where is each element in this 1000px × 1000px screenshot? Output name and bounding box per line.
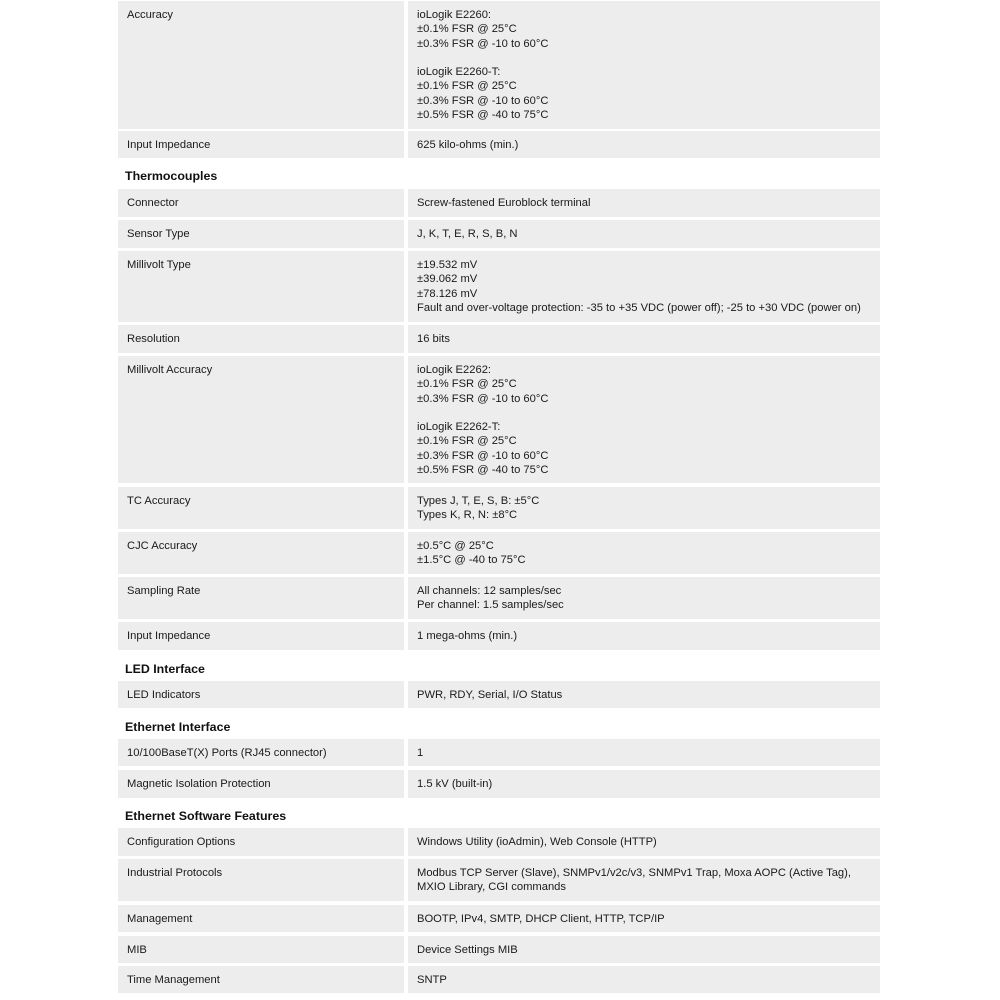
- spec-value-line: ±1.5°C @ -40 to 75°C: [417, 554, 526, 567]
- spec-value-line: ±0.1% FSR @ 25°C: [417, 435, 517, 448]
- spec-value: [408, 356, 880, 483]
- spec-value-line: ±0.3% FSR @ -10 to 60°C: [417, 449, 549, 462]
- spec-value-line: ioLogik E2262:: [417, 364, 492, 376]
- spec-value-line: ±0.5% FSR @ -40 to 75°C: [417, 108, 549, 121]
- line-gap: [417, 406, 880, 420]
- spec-label: Resolution: [118, 325, 404, 353]
- section-title-ethernet-software: Ethernet Software Features: [125, 809, 287, 823]
- spec-value-line: ±39.062 mV: [417, 273, 478, 286]
- spec-row-ethernet-ports: [118, 739, 880, 766]
- spec-value-line: ±0.1% FSR @ 25°C: [417, 23, 517, 36]
- spec-label: Sampling Rate: [118, 577, 404, 619]
- section-title-thermocouples: Thermocouples: [125, 169, 218, 183]
- spec-value-line: J, K, T, E, R, S, B, N: [417, 228, 518, 240]
- spec-value-line: ±0.5% FSR @ -40 to 75°C: [417, 463, 549, 476]
- spec-row-connector: [118, 189, 880, 217]
- spec-value-line: ioLogik E2262-T:: [417, 420, 501, 433]
- spec-row-tc-accuracy: [118, 487, 880, 529]
- spec-row-resolution: [118, 325, 880, 353]
- spec-value-line: PWR, RDY, Serial, I/O Status: [417, 689, 563, 701]
- spec-label: Management: [118, 905, 404, 932]
- spec-row-millivolt-accuracy: [118, 356, 880, 483]
- spec-row-mib: [118, 936, 880, 963]
- spec-label: Configuration Options: [118, 828, 404, 856]
- spec-row-time-management: [118, 966, 880, 993]
- spec-value: [408, 739, 880, 766]
- spec-value-line: Fault and over-voltage protection: -35 to +35 VDC (power off); -25 to +30 VDC (power on): [417, 302, 861, 315]
- spec-label: 10/100BaseT(X) Ports (RJ45 connector): [118, 739, 404, 766]
- spec-label: CJC Accuracy: [118, 532, 404, 574]
- spec-value-line: ±0.5°C @ 25°C: [417, 540, 494, 552]
- spec-row-sensor-type: [118, 220, 880, 248]
- spec-value: [408, 936, 880, 963]
- spec-value-line: ioLogik E2260:: [417, 9, 492, 21]
- spec-value-line: ±0.3% FSR @ -10 to 60°C: [417, 94, 549, 107]
- spec-value: [408, 487, 880, 529]
- spec-row-cjc-accuracy: [118, 532, 880, 574]
- spec-label: Millivolt Type: [118, 251, 404, 322]
- spec-value-line: 625 kilo-ohms (min.): [417, 139, 519, 151]
- spec-row-management: [118, 905, 880, 932]
- spec-value-line: Modbus TCP Server (Slave), SNMPv1/v2c/v3, SNMPv1 Trap, Moxa AOPC (Active Tag),: [417, 867, 851, 879]
- spec-value: [408, 251, 880, 322]
- spec-value: [408, 966, 880, 993]
- spec-value: [408, 189, 880, 217]
- spec-value: [408, 770, 880, 798]
- spec-row-input-impedance: [118, 131, 880, 158]
- spec-label: Millivolt Accuracy: [118, 356, 404, 483]
- section-title-ethernet-interface: Ethernet Interface: [125, 720, 231, 734]
- spec-row-input-impedance: [118, 622, 880, 650]
- spec-label: TC Accuracy: [118, 487, 404, 529]
- spec-value-line: Per channel: 1.5 samples/sec: [417, 599, 564, 612]
- spec-value-line: ±0.3% FSR @ -10 to 60°C: [417, 37, 549, 50]
- spec-label: Connector: [118, 189, 404, 217]
- spec-label: LED Indicators: [118, 681, 404, 708]
- spec-value-line: 1 mega-ohms (min.): [417, 630, 518, 642]
- spec-row-magnetic-isolation: [118, 770, 880, 798]
- spec-row-led-indicators: [118, 681, 880, 708]
- spec-value-line: 16 bits: [417, 333, 450, 345]
- spec-value: [408, 532, 880, 574]
- spec-value-line: Types J, T, E, S, B: ±5°C: [417, 495, 540, 507]
- spec-value-line: ±0.1% FSR @ 25°C: [417, 378, 517, 391]
- spec-value-line: All channels: 12 samples/sec: [417, 585, 562, 597]
- spec-value: [408, 577, 880, 619]
- spec-value: [408, 681, 880, 708]
- spec-value: [408, 828, 880, 856]
- spec-value-line: ±19.532 mV: [417, 259, 478, 271]
- spec-row-sampling-rate: [118, 577, 880, 619]
- spec-value: [408, 905, 880, 932]
- spec-value-line: ±78.126 mV: [417, 287, 478, 300]
- spec-value: [408, 131, 880, 158]
- spec-value: [408, 622, 880, 650]
- spec-label: Input Impedance: [118, 622, 404, 650]
- spec-row-configuration-options: [118, 828, 880, 856]
- line-gap: [417, 51, 880, 65]
- spec-row-accuracy: [118, 1, 880, 129]
- spec-value-line: Windows Utility (ioAdmin), Web Console (HTTP): [417, 836, 657, 848]
- spec-value-line: MXIO Library, CGI commands: [417, 881, 566, 894]
- spec-value-line: ioLogik E2260-T:: [417, 65, 501, 78]
- spec-value-line: SNTP: [417, 974, 447, 986]
- spec-value-line: 1: [417, 747, 424, 759]
- spec-value-line: ±0.3% FSR @ -10 to 60°C: [417, 392, 549, 405]
- spec-value-line: ±0.1% FSR @ 25°C: [417, 80, 517, 93]
- spec-label: Input Impedance: [118, 131, 404, 158]
- spec-value: [408, 220, 880, 248]
- spec-value-line: 1.5 kV (built-in): [417, 778, 493, 790]
- spec-label: Accuracy: [118, 1, 404, 129]
- spec-value-line: Types K, R, N: ±8°C: [417, 509, 518, 522]
- spec-value: [408, 1, 880, 129]
- spec-value-line: BOOTP, IPv4, SMTP, DHCP Client, HTTP, TCP/IP: [417, 913, 665, 925]
- spec-row-industrial-protocols: [118, 859, 880, 901]
- spec-label: Industrial Protocols: [118, 859, 404, 901]
- spec-value-line: Device Settings MIB: [417, 944, 518, 956]
- spec-label: Sensor Type: [118, 220, 404, 248]
- spec-label: MIB: [118, 936, 404, 963]
- spec-label: Magnetic Isolation Protection: [118, 770, 404, 798]
- section-title-led-interface: LED Interface: [125, 662, 205, 676]
- spec-row-millivolt-type: [118, 251, 880, 322]
- spec-value: [408, 325, 880, 353]
- spec-value-line: Screw-fastened Euroblock terminal: [417, 197, 591, 209]
- spec-value: [408, 859, 880, 901]
- spec-label: Time Management: [118, 966, 404, 993]
